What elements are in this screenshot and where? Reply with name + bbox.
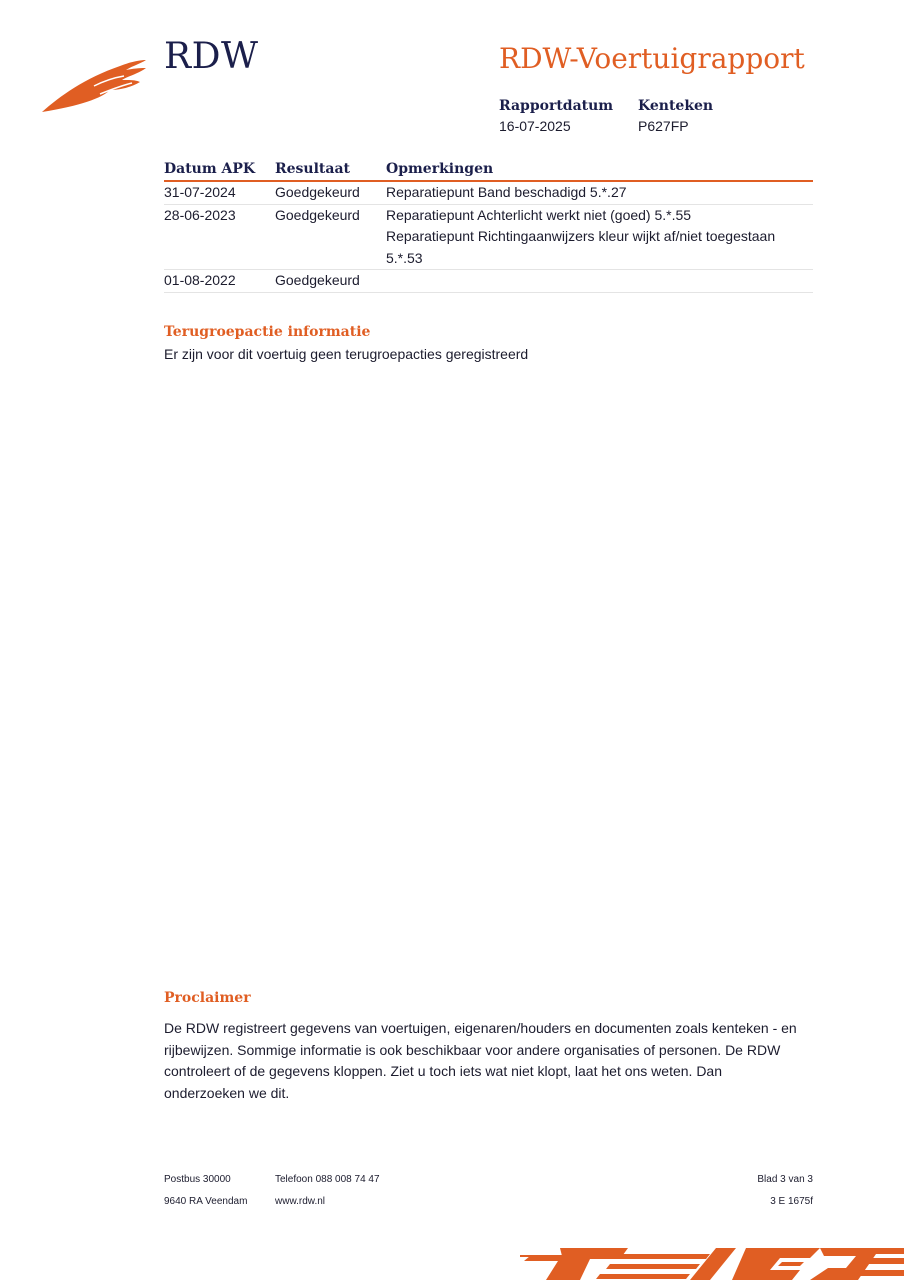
report-date-label: Rapportdatum bbox=[499, 98, 614, 114]
apk-result: Goedgekeurd bbox=[275, 204, 386, 270]
proclaimer-heading: Proclaimer bbox=[164, 990, 251, 1006]
rdw-logo-icon bbox=[40, 56, 150, 116]
footer-address-line1: Postbus 30000 bbox=[164, 1174, 231, 1185]
footer-phone: Telefoon 088 008 74 47 bbox=[275, 1174, 380, 1185]
apk-remarks bbox=[386, 181, 813, 204]
footer-address-line2: 9640 RA Veendam bbox=[164, 1196, 248, 1207]
recall-text: Er zijn voor dit voertuig geen terugroepacties geregistreerd bbox=[164, 346, 529, 362]
rdw-stripes-icon bbox=[520, 1244, 904, 1280]
apk-remark: Reparatiepunt Richtingaanwijzers kleur wijkt af/niet toegestaan 5.*.53 bbox=[386, 228, 776, 266]
column-header-result: Resultaat bbox=[275, 158, 386, 181]
recall-heading: Terugroepactie informatie bbox=[164, 324, 371, 340]
apk-result: Goedgekeurd bbox=[275, 181, 386, 204]
footer-document-code: 3 E 1675f bbox=[770, 1196, 813, 1207]
apk-date: 31-07-2024 bbox=[164, 181, 275, 204]
table-header-row bbox=[164, 158, 813, 181]
rdw-logo-text: RDW bbox=[164, 36, 259, 77]
footer-website-link[interactable]: www.rdw.nl bbox=[275, 1196, 326, 1207]
apk-result: Goedgekeurd bbox=[275, 270, 386, 293]
apk-remarks bbox=[386, 270, 813, 293]
report-title: RDW-Voertuigrapport bbox=[499, 42, 805, 75]
plate-label: Kenteken bbox=[638, 98, 714, 114]
report-date-value: 16-07-2025 bbox=[499, 118, 571, 134]
apk-remark: Reparatiepunt Achterlicht werkt niet (goed) 5.*.55 bbox=[386, 206, 692, 223]
table-row bbox=[164, 181, 813, 204]
table-row bbox=[164, 270, 813, 293]
column-header-remarks: Opmerkingen bbox=[386, 158, 813, 181]
apk-remark: Reparatiepunt Band beschadigd 5.*.27 bbox=[386, 184, 627, 200]
apk-history-table bbox=[164, 158, 813, 293]
proclaimer-text: De RDW registreert gegevens van voertuigen, eigenaren/houders en documenten zoals kenteken - en rijbewijzen. Sommige informatie is ook beschikbaar voor andere organisaties of personen. De RDW controleert of de gegevens kloppen. Ziet u toch iets wat niet klopt, laat het ons weten. Dan onderzoeken we dit. bbox=[164, 1020, 797, 1101]
apk-date: 28-06-2023 bbox=[164, 204, 275, 270]
table-row bbox=[164, 204, 813, 270]
apk-remarks bbox=[386, 204, 813, 270]
plate-value: P627FP bbox=[638, 118, 689, 134]
column-header-date: Datum APK bbox=[164, 158, 275, 181]
footer-page-number: Blad 3 van 3 bbox=[757, 1174, 813, 1185]
apk-date: 01-08-2022 bbox=[164, 270, 275, 293]
